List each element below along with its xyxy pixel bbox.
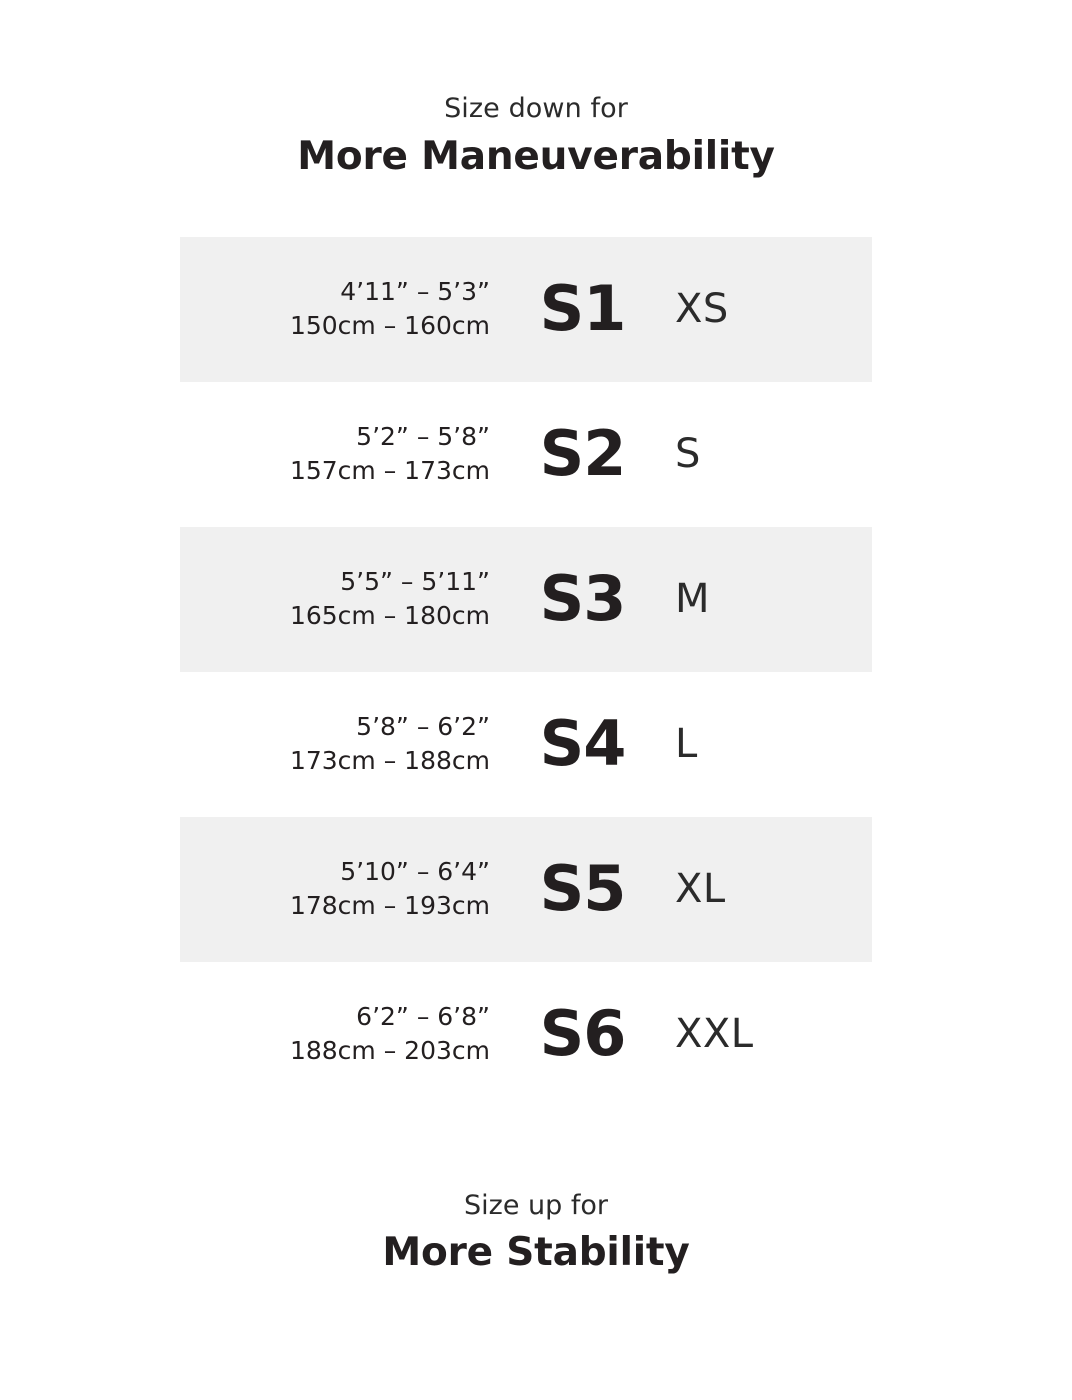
footer-subtitle: Size up for xyxy=(464,1189,608,1221)
height-cm: 165cm – 180cm xyxy=(289,601,490,631)
height-feet: 5’8” – 6’2” xyxy=(356,712,490,742)
table-row xyxy=(180,237,872,382)
row-height-range xyxy=(180,855,490,923)
height-feet: 5’10” – 6’4” xyxy=(340,857,490,887)
height-cm: 150cm – 160cm xyxy=(289,311,490,341)
footer-block xyxy=(0,1107,1072,1278)
height-feet: 5’2” – 5’8” xyxy=(356,422,490,452)
size-table xyxy=(180,237,872,1107)
height-cm: 178cm – 193cm xyxy=(289,891,490,921)
row-height-range xyxy=(180,710,490,778)
row-size-code: S2 xyxy=(539,417,626,491)
row-height-range xyxy=(180,1000,490,1068)
table-row xyxy=(180,527,872,672)
table-row xyxy=(180,382,872,527)
table-row xyxy=(180,672,872,817)
table-row xyxy=(180,817,872,962)
header-title: More Maneuverability xyxy=(297,133,775,179)
row-size-alpha: L xyxy=(675,721,698,768)
row-height-range xyxy=(180,420,490,488)
row-size-code: S5 xyxy=(539,852,626,926)
height-cm: 173cm – 188cm xyxy=(289,746,490,776)
row-size-alpha: XS xyxy=(675,286,729,333)
table-row xyxy=(180,962,872,1107)
row-height-range xyxy=(180,275,490,343)
row-size-alpha: XXL xyxy=(675,1011,754,1058)
row-size-code: S3 xyxy=(539,562,626,636)
height-cm: 188cm – 203cm xyxy=(289,1036,490,1066)
height-feet: 6’2” – 6’8” xyxy=(356,1002,490,1032)
height-feet: 5’5” – 5’11” xyxy=(340,567,490,597)
row-size-alpha: M xyxy=(675,576,711,623)
header-block xyxy=(0,0,1072,181)
height-feet: 4’11” – 5’3” xyxy=(340,277,490,307)
row-size-code: S1 xyxy=(539,272,626,346)
footer-title: More Stability xyxy=(382,1230,690,1276)
row-height-range xyxy=(180,565,490,633)
row-size-code: S4 xyxy=(539,707,626,781)
row-size-code: S6 xyxy=(539,997,626,1071)
header-subtitle: Size down for xyxy=(444,93,628,124)
row-size-alpha: XL xyxy=(675,866,726,913)
height-cm: 157cm – 173cm xyxy=(289,456,490,486)
row-size-alpha: S xyxy=(675,431,701,478)
